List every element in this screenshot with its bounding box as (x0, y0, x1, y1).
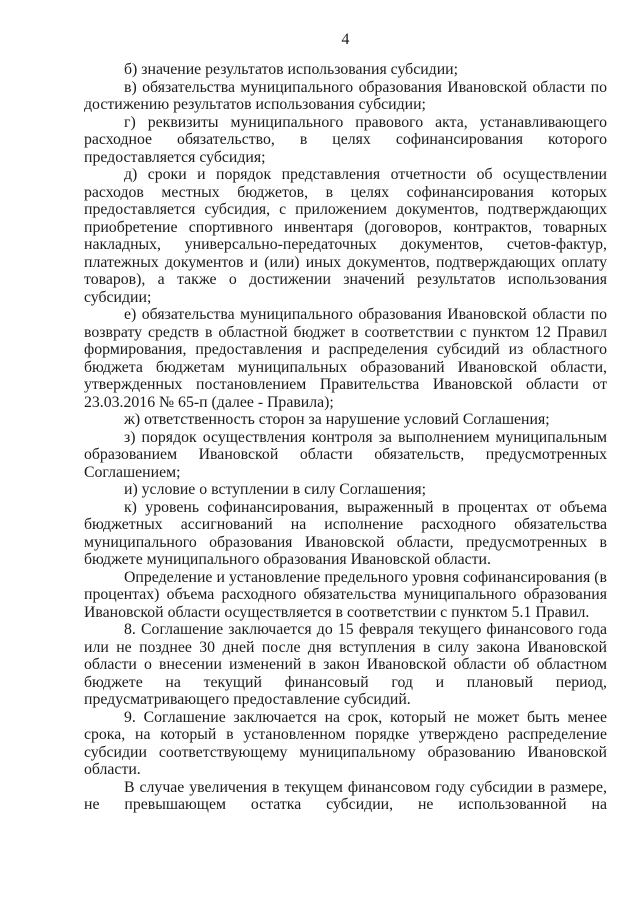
paragraph-item-k: к) уровень софинансирования, выраженный в процентах от объема бюджетных ассигнований на исполнение расходного обязательства муниципального образования Ивановской области, предусмотренных в бюджете муниципального образования Ивановской области. (84, 498, 607, 568)
paragraph-opredelenie: Определение и установление предельного уровня софинансирования (в процентах) объема расходного обязательства муниципального образования Ивановской области осуществляется в соответствии с пунктом 5.1 Правил. (84, 568, 607, 621)
paragraph-item-zh: ж) ответственность сторон за нарушение условий Соглашения; (124, 411, 550, 428)
document-body (84, 61, 607, 814)
paragraph-continuation: В случае увеличения в текущем финансовом году субсидии в размере, не превышающем остатка субсидии, не использованной на (84, 778, 607, 813)
page-number: 4 (341, 31, 350, 48)
paragraph-item-e: е) обязательства муниципального образования Ивановской области по возврату средств в областной бюджет в соответствии с пунктом 12 Правил формирования, предоставления и распределения субсидий из областного бюджета бюджетам муниципальных образований Ивановской области, утвержденных постановлением Правительства Ивановской области от 23.03.2016 № 65-п (далее - Правила); (84, 306, 607, 411)
paragraph-item-b: б) значение результатов использования субсидии; (124, 61, 459, 78)
paragraph-point-8: 8. Соглашение заключается до 15 февраля текущего финансового года или не позднее 30 дней после дня вступления в силу закона Ивановской области о внесении изменений в закон Ивановской области об областном бюджете на текущий финансовый год и плановый период, предусматривающего предоставление субсидий. (84, 621, 607, 708)
paragraph-point-9: 9. Соглашение заключается на срок, который не может быть менее срока, на который в установленном порядке утверждено распределение субсидии соответствующему муниципальному образованию Ивановской области. (84, 708, 607, 778)
paragraph-item-z: з) порядок осуществления контроля за выполнением муниципальным образованием Ивановской области обязательств, предусмотренных Соглашением; (84, 428, 607, 481)
paragraph-item-v: в) обязательства муниципального образования Ивановской области по достижению результатов использования субсидии; (84, 78, 607, 113)
paragraph-item-i: и) условие о вступлении в силу Соглашения; (124, 481, 427, 498)
paragraph-item-g: г) реквизиты муниципального правового акта, устанавливающего расходное обязательство, в целях софинансирования которого предоставляется субсидия; (84, 113, 607, 166)
paragraph-item-d: д) сроки и порядок представления отчетности об осуществлении расходов местных бюджетов, в целях софинансирования которых предоставляется субсидия, с приложением документов, подтверждающих приобретение спортивного инвентаря (договоров, контрактов, товарных накладных, универсально-передаточных документов, счетов-фактур, платежных документов и (или) иных документов, подтверждающих оплату товаров), а также о достижении значений результатов использования субсидии; (84, 166, 607, 306)
